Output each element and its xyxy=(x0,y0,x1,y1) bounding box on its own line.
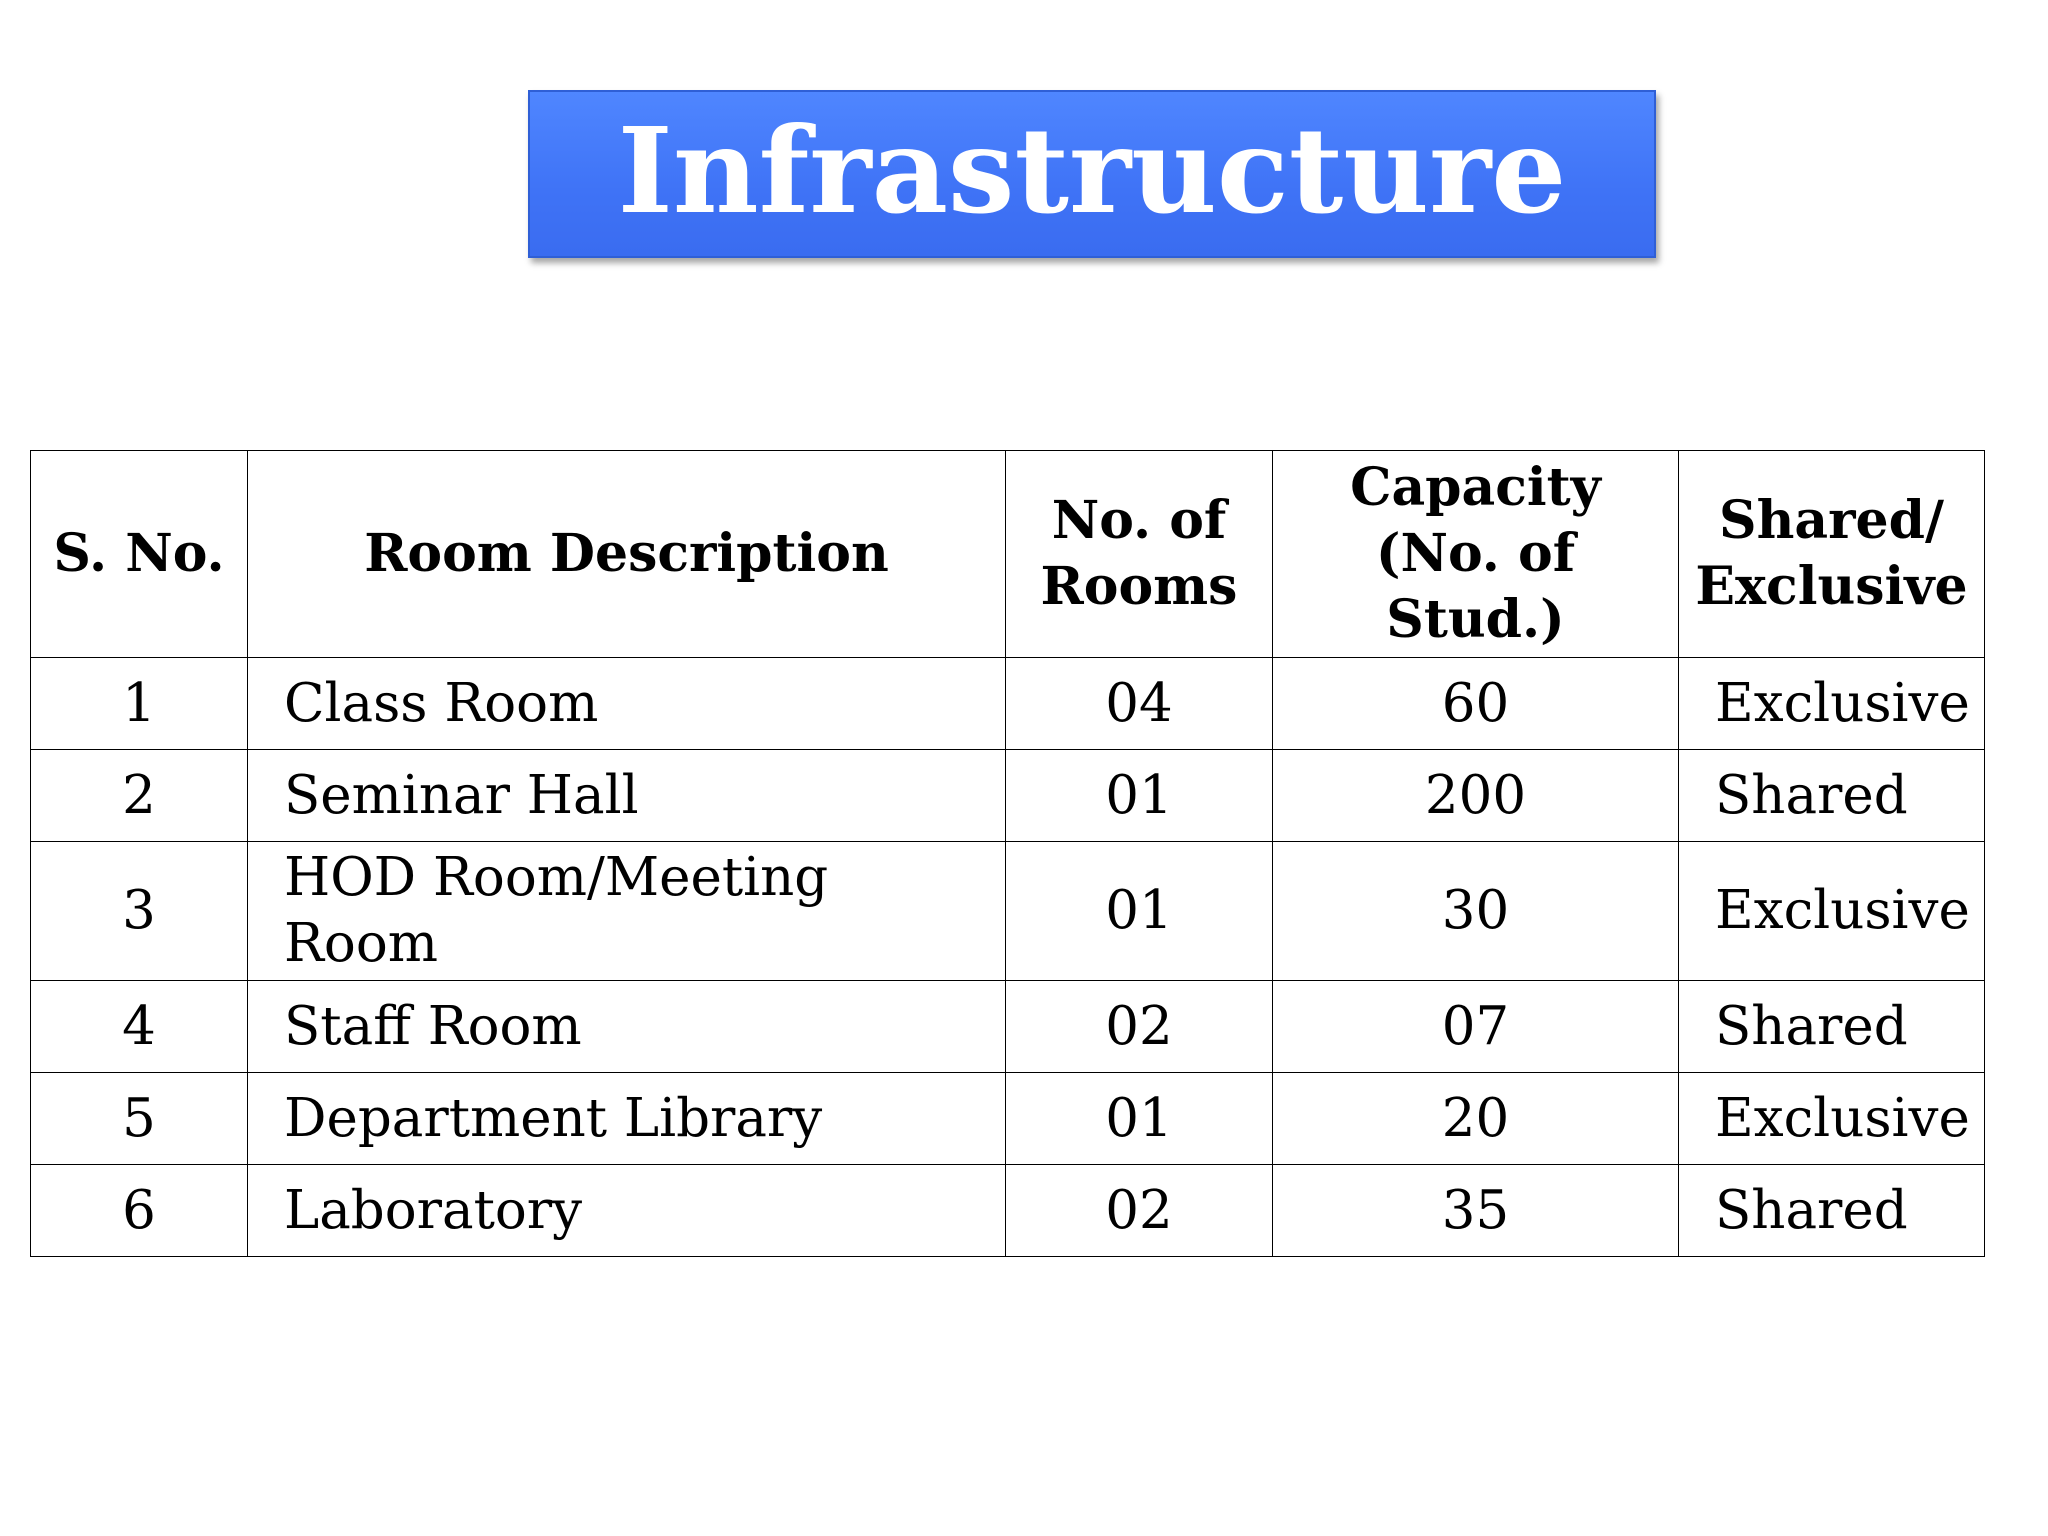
cell-sno: 6 xyxy=(31,1165,248,1257)
cell-type: Shared xyxy=(1679,981,1985,1073)
cell-description-line1: HOD Room/Meeting xyxy=(284,847,829,908)
cell-description: Class Room xyxy=(248,658,1006,750)
header-no-of-rooms xyxy=(1006,451,1273,658)
header-capacity-line3: Stud.) xyxy=(1386,589,1565,650)
table-header-row xyxy=(31,451,1985,658)
page-title: Infrastructure xyxy=(617,101,1567,240)
cell-rooms: 01 xyxy=(1006,750,1273,842)
cell-capacity: 30 xyxy=(1273,842,1679,981)
cell-type: Shared xyxy=(1679,1165,1985,1257)
cell-capacity: 20 xyxy=(1273,1073,1679,1165)
cell-sno: 4 xyxy=(31,981,248,1073)
cell-description: Staff Room xyxy=(248,981,1006,1073)
table-row xyxy=(31,981,1985,1073)
header-capacity xyxy=(1273,451,1679,658)
table-row xyxy=(31,1073,1985,1165)
table-row xyxy=(31,750,1985,842)
cell-type: Shared xyxy=(1679,750,1985,842)
cell-rooms: 02 xyxy=(1006,981,1273,1073)
cell-sno: 3 xyxy=(31,842,248,981)
cell-rooms: 02 xyxy=(1006,1165,1273,1257)
cell-capacity: 60 xyxy=(1273,658,1679,750)
header-shared-line2: Exclusive xyxy=(1695,556,1968,617)
cell-description xyxy=(248,842,1006,981)
header-sno-label: S. No. xyxy=(53,523,225,584)
cell-rooms: 04 xyxy=(1006,658,1273,750)
cell-description: Department Library xyxy=(248,1073,1006,1165)
cell-capacity: 07 xyxy=(1273,981,1679,1073)
cell-rooms: 01 xyxy=(1006,842,1273,981)
cell-sno: 1 xyxy=(31,658,248,750)
cell-capacity: 35 xyxy=(1273,1165,1679,1257)
header-no-of-rooms-line2: Rooms xyxy=(1040,556,1238,617)
header-room-description-label: Room Description xyxy=(364,523,889,584)
table-row xyxy=(31,658,1985,750)
header-shared-line1: Shared/ xyxy=(1719,490,1944,551)
cell-description: Laboratory xyxy=(248,1165,1006,1257)
cell-sno: 5 xyxy=(31,1073,248,1165)
cell-sno: 2 xyxy=(31,750,248,842)
table-row xyxy=(31,842,1985,981)
cell-description-line2: Room xyxy=(284,913,438,974)
header-room-description xyxy=(248,451,1006,658)
cell-rooms: 01 xyxy=(1006,1073,1273,1165)
header-no-of-rooms-line1: No. of xyxy=(1051,490,1227,551)
header-capacity-line1: Capacity xyxy=(1350,457,1601,518)
header-capacity-line2: (No. of xyxy=(1375,523,1576,584)
cell-type: Exclusive xyxy=(1679,1073,1985,1165)
header-shared-exclusive xyxy=(1679,451,1985,658)
cell-type: Exclusive xyxy=(1679,658,1985,750)
cell-description: Seminar Hall xyxy=(248,750,1006,842)
table-row xyxy=(31,1165,1985,1257)
title-banner xyxy=(528,90,1656,258)
infrastructure-table xyxy=(30,450,1985,1257)
cell-type: Exclusive xyxy=(1679,842,1985,981)
cell-capacity: 200 xyxy=(1273,750,1679,842)
header-sno xyxy=(31,451,248,658)
